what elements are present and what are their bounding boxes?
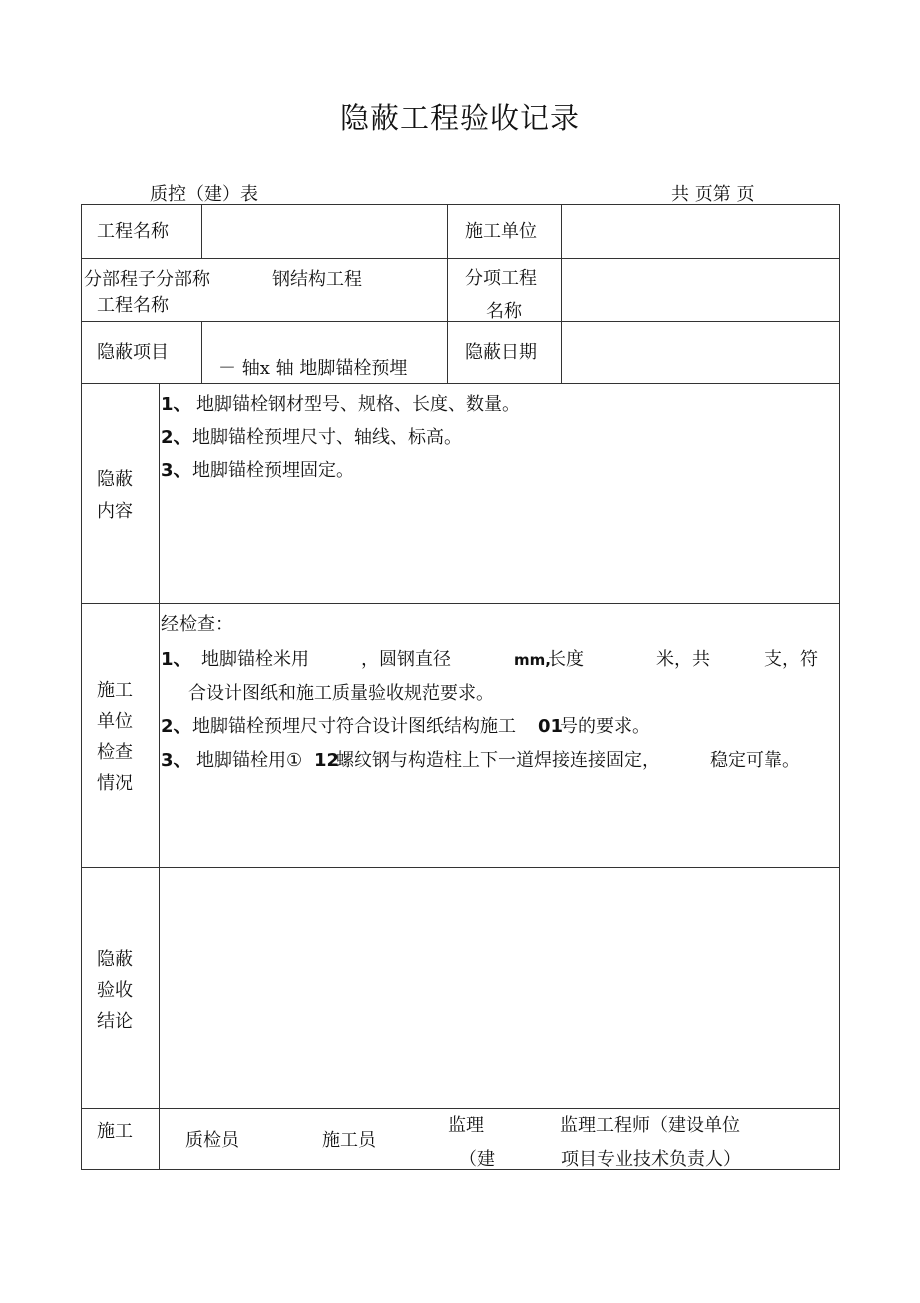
engineer-label-cont: 项目专业技术负责人） — [561, 1149, 741, 1170]
conclusion-label: 隐蔽 — [97, 949, 133, 970]
conclusion-label: 验收 — [97, 980, 133, 1001]
inspection-item-number: 2、 — [161, 716, 192, 737]
col-divider — [201, 205, 202, 258]
conclusion-label: 结论 — [97, 1011, 133, 1032]
inspection-item-text: 合设计图纸和施工质量验收规范要求。 — [188, 683, 494, 704]
col-divider — [159, 383, 160, 1169]
col-divider — [201, 321, 202, 383]
col-divider — [561, 205, 562, 383]
inspection-item-text: 地脚锚栓米用 — [201, 649, 309, 670]
subdivision-label-cont: 工程名称 — [97, 295, 169, 316]
row-divider — [82, 603, 839, 604]
inspection-item-text: 支，符 — [764, 649, 818, 670]
hidden-item-value: － 轴x 轴 地脚锚栓预埋 — [218, 358, 408, 379]
hidden-item-label: 隐蔽项目 — [97, 342, 169, 363]
form-code: 质控（建）表 — [150, 184, 258, 205]
supervisor-label: 监理 — [448, 1115, 484, 1136]
col-divider — [447, 205, 448, 383]
project-name-label: 工程名称 — [97, 221, 169, 242]
record-table — [81, 204, 840, 1170]
inspection-item-number: 1、 — [161, 649, 192, 670]
inspection-item-text: 米，共 — [656, 649, 710, 670]
inspection-label: 施工 — [97, 680, 133, 701]
subdivision-label: 分部程子分部称 — [84, 269, 210, 290]
content-item-text: 地脚锚栓钢材型号、规格、长度、数量。 — [196, 394, 520, 415]
content-label: 隐蔽 — [97, 469, 133, 490]
inspection-item-text: 长度 — [548, 649, 584, 670]
inspection-item-text: 螺纹钢与构造柱上下一道焊接连接固定， — [336, 750, 660, 771]
signature-label: 施工 — [97, 1121, 133, 1142]
content-item-number: 2、 — [161, 427, 192, 448]
subdivision-value: 钢结构工程 — [272, 269, 362, 290]
sub-item-label: 分项工程 — [465, 268, 537, 289]
inspection-item-number-ref: 12 — [314, 750, 340, 771]
worker-label: 施工员 — [322, 1130, 376, 1151]
inspection-item-number: 3、 — [161, 750, 192, 771]
content-item-text: 地脚锚栓预埋尺寸、轴线、标高。 — [192, 427, 462, 448]
inspection-label: 单位 — [97, 711, 133, 732]
inspector-label: 质检员 — [185, 1130, 239, 1151]
content-item-number: 3、 — [161, 460, 192, 481]
row-divider — [82, 383, 839, 384]
inspection-item-text: 地脚锚栓用① — [196, 750, 303, 771]
inspection-item-text: 地脚锚栓预埋尺寸符合设计图纸结构施工 — [192, 716, 516, 737]
inspection-item-text: ，圆钢直径 — [361, 649, 451, 670]
construction-unit-label: 施工单位 — [465, 221, 537, 242]
page-number: 共 页第 页 — [671, 184, 755, 205]
inspection-item-number-ref: 01 — [538, 716, 564, 737]
row-divider — [82, 321, 839, 322]
content-item-number: 1、 — [161, 394, 192, 415]
engineer-label: 监理工程师（建设单位 — [560, 1115, 740, 1136]
inspection-item-text: 稳定可靠。 — [710, 750, 800, 771]
content-label-cont: 内容 — [97, 501, 133, 522]
page-title: 隐蔽工程验收记录 — [339, 101, 580, 135]
inspection-item-unit: mm, — [514, 651, 551, 669]
inspection-item-text: 号的要求。 — [560, 716, 650, 737]
row-divider — [82, 1108, 839, 1109]
row-divider — [82, 258, 839, 259]
row-divider — [82, 867, 839, 868]
sub-item-label-cont: 名称 — [486, 301, 522, 322]
inspection-label: 情况 — [97, 773, 133, 794]
content-item-text: 地脚锚栓预埋固定。 — [192, 460, 354, 481]
supervisor-label-cont: （建 — [459, 1149, 495, 1170]
hidden-date-label: 隐蔽日期 — [465, 342, 537, 363]
inspection-label: 检查 — [97, 742, 133, 763]
inspection-intro: 经检查： — [161, 614, 233, 635]
